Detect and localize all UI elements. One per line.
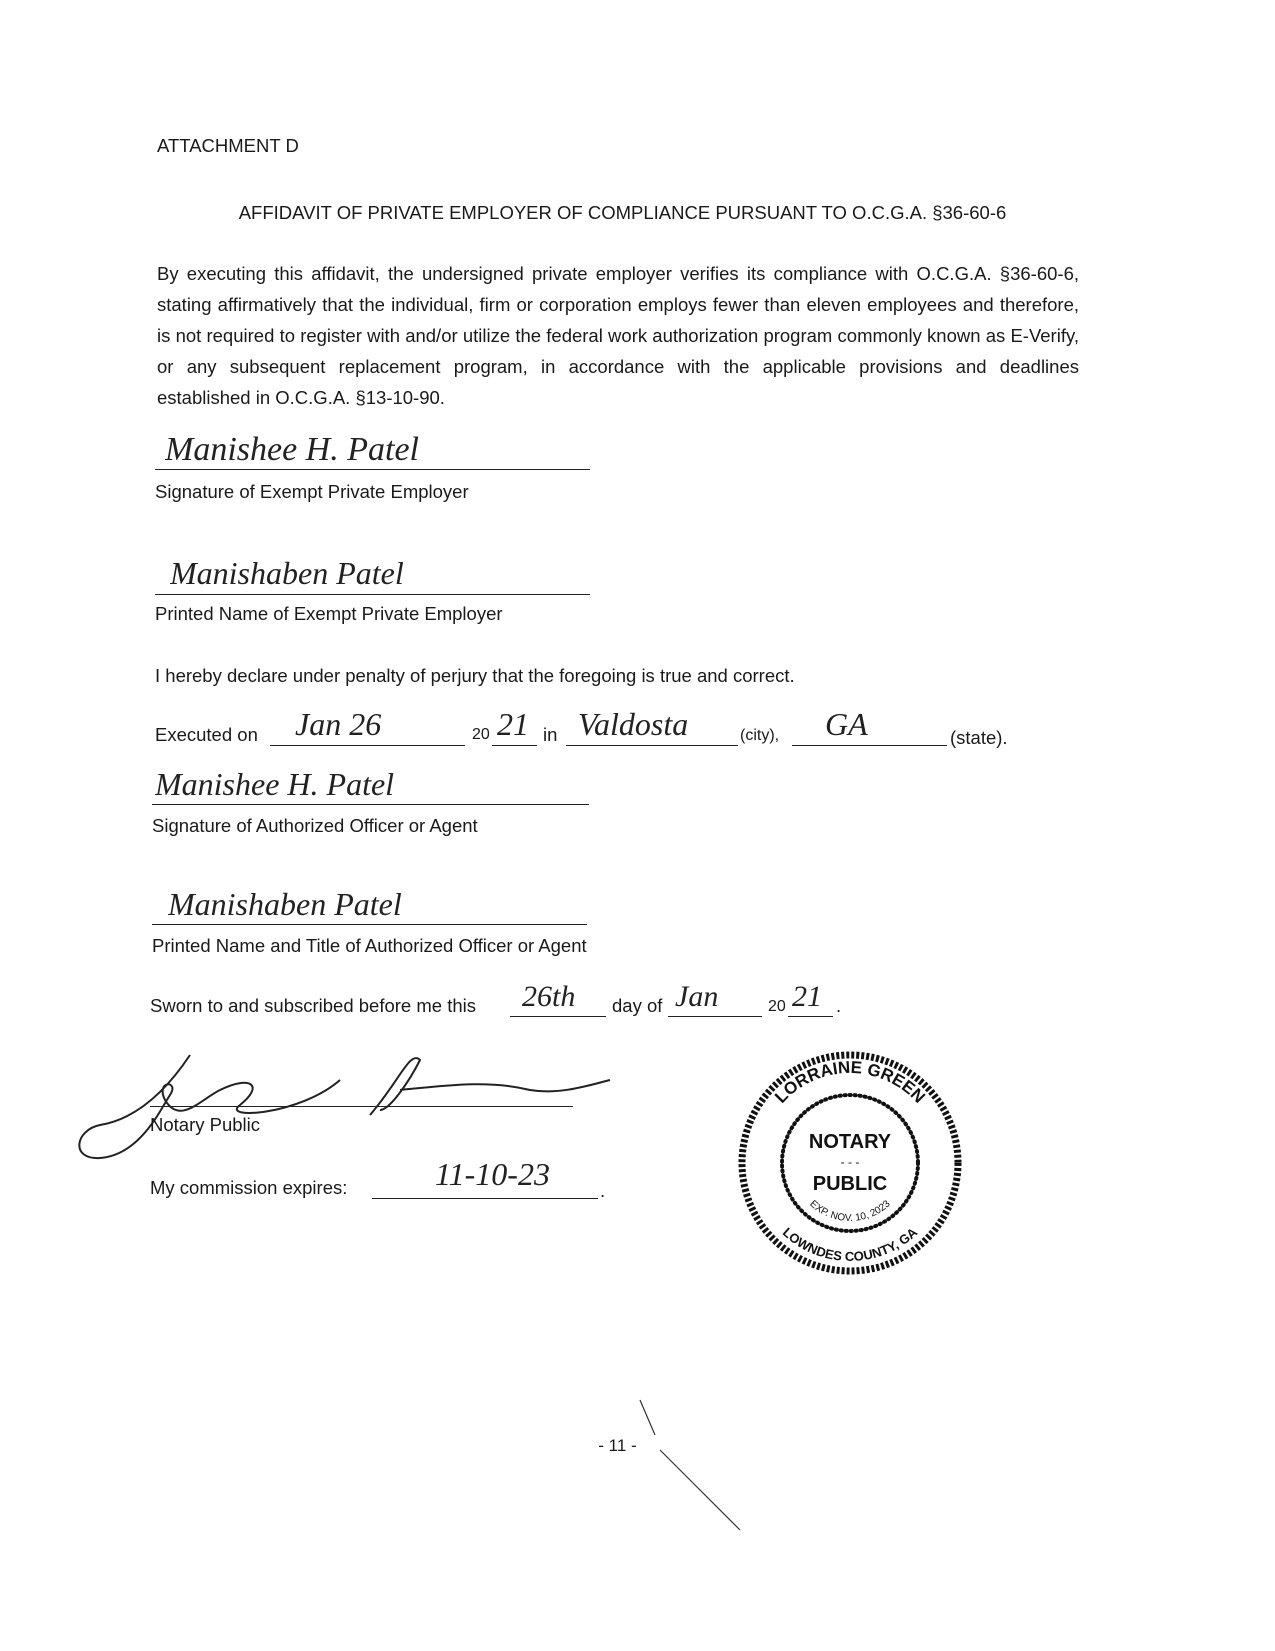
sworn-month: Jan xyxy=(675,981,719,1013)
employer-signature-label: Signature of Exempt Private Employer xyxy=(155,481,469,502)
executed-state: GA xyxy=(825,708,868,742)
city-label: (city), xyxy=(740,727,780,744)
officer-signature: Manishee H. Patel xyxy=(155,768,395,802)
employer-name-label: Printed Name of Exempt Private Employer xyxy=(155,603,503,624)
notary-seal xyxy=(735,1048,965,1278)
svg-text:- - -: - - - xyxy=(840,1155,860,1169)
commission-period: . xyxy=(600,1180,606,1201)
officer-name-line xyxy=(152,924,587,925)
executed-on-label: Executed on xyxy=(155,724,258,745)
commission-date: 11-10-23 xyxy=(435,1158,550,1192)
officer-printed-name: Manishaben Patel xyxy=(168,888,402,922)
sworn-period: . xyxy=(836,995,842,1016)
year-line xyxy=(492,745,537,746)
sworn-statement: Sworn to and subscribed before me this xyxy=(150,995,476,1016)
svg-text:LOWNDES COUNTY, GA: LOWNDES COUNTY, GA xyxy=(779,1224,921,1264)
city-line xyxy=(566,745,738,746)
svg-text:EXP. NOV. 10, 2023: EXP. NOV. 10, 2023 xyxy=(807,1198,893,1225)
officer-signature-line xyxy=(152,804,589,805)
officer-name-label: Printed Name and Title of Authorized Officer or Agent xyxy=(152,935,587,956)
employer-name-line xyxy=(155,594,590,595)
perjury-declaration: I hereby declare under penalty of perjury that the foregoing is true and correct. xyxy=(155,665,795,686)
employer-signature: Manishee H. Patel xyxy=(165,432,419,468)
svg-text:NOTARY: NOTARY xyxy=(808,1131,892,1153)
document-title: AFFIDAVIT OF PRIVATE EMPLOYER OF COMPLIANCE PURSUANT TO O.C.G.A. §36-60-6 xyxy=(238,202,1007,223)
sworn-day: 26th xyxy=(522,981,576,1013)
sworn-month-line xyxy=(668,1016,762,1017)
officer-signature-label: Signature of Authorized Officer or Agent xyxy=(152,815,478,836)
notary-signature-image xyxy=(70,1040,630,1170)
state-label: (state). xyxy=(950,727,1008,748)
sworn-year: 21 xyxy=(792,981,822,1013)
employer-printed-name: Manishaben Patel xyxy=(170,557,404,591)
commission-line xyxy=(372,1198,598,1199)
year-prefix: 20 xyxy=(472,726,490,743)
affidavit-paragraph: By executing this affidavit, the undersigned private employer verifies its compliance with O.C.G.A. §36-60-6, stating affirmatively that the individual, firm or corporation employs fewer than eleven employees and therefore, is not required to register with and/or utilize the federal work authorization program commonly known as E-Verify, or any subsequent replacement program, in accordance with the applicable provisions and deadlines established in O.C.G.A. §13-10-90. xyxy=(157,263,1079,408)
executed-date: Jan 26 xyxy=(295,708,382,742)
notary-public-label: Notary Public xyxy=(150,1114,261,1135)
page-number: - 11 - xyxy=(598,1436,637,1455)
in-label: in xyxy=(543,724,558,745)
day-of-label: day of xyxy=(612,995,663,1016)
sworn-day-line xyxy=(510,1016,606,1017)
svg-text:LORRAINE GREEN: LORRAINE GREEN xyxy=(771,1057,929,1107)
sworn-year-line xyxy=(788,1016,833,1017)
svg-text:PUBLIC: PUBLIC xyxy=(812,1173,888,1195)
date-line xyxy=(270,745,465,746)
scan-mark xyxy=(635,1395,750,1535)
employer-signature-line xyxy=(155,469,590,470)
executed-city: Valdosta xyxy=(578,708,689,742)
executed-year: 21 xyxy=(497,708,529,742)
sworn-year-prefix: 20 xyxy=(768,998,786,1015)
commission-label: My commission expires: xyxy=(150,1177,348,1198)
state-line xyxy=(792,745,947,746)
attachment-label: ATTACHMENT D xyxy=(157,135,299,156)
